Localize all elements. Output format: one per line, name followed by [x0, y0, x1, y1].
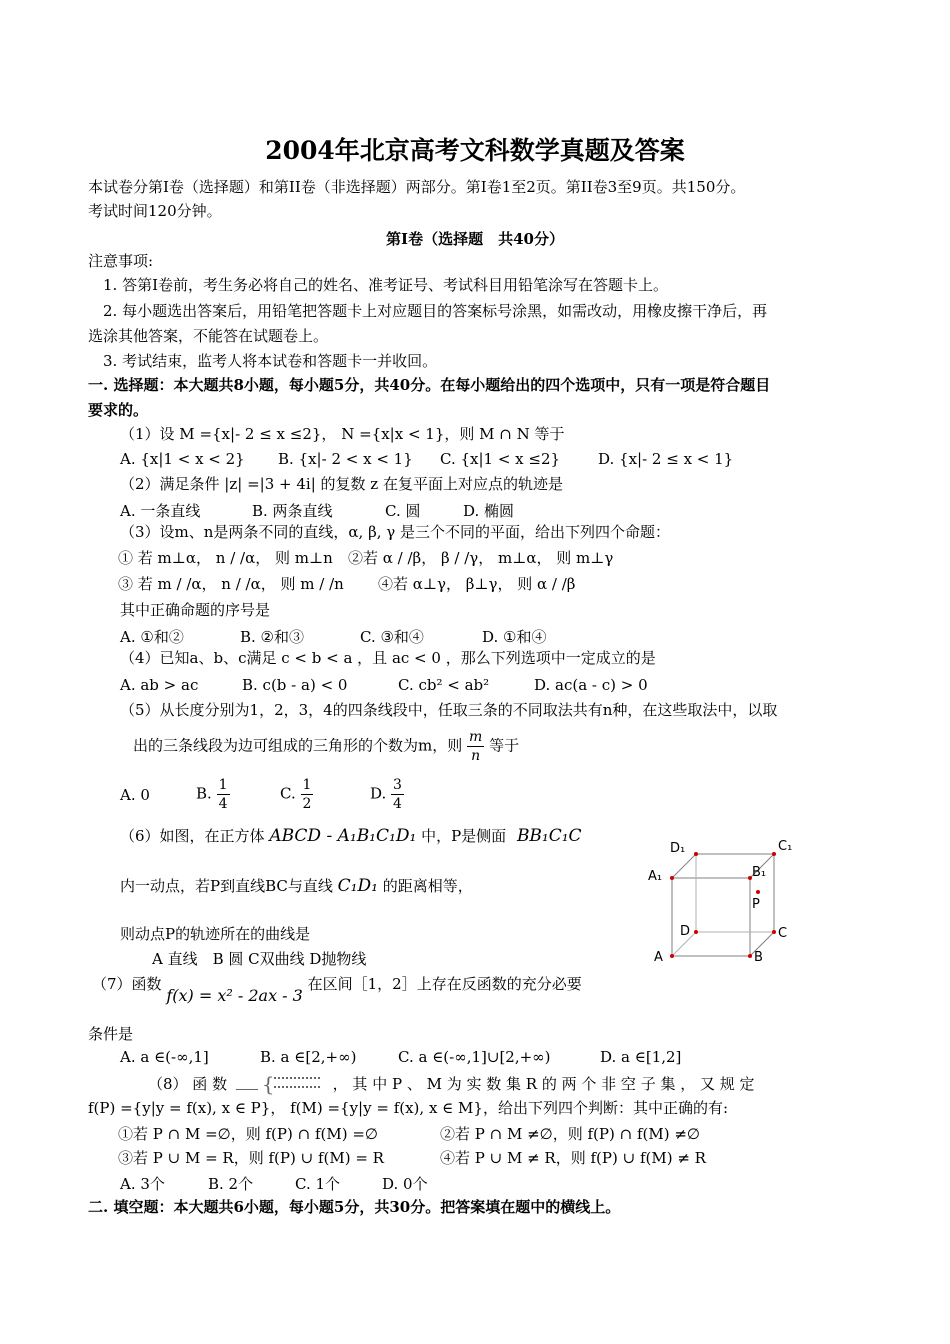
q3-stem: （3）设m、n是两条不同的直线，α, β, γ 是三个不同的平面，给出下列四个命题： — [120, 523, 671, 541]
q5-option-d — [370, 776, 404, 813]
q2-option-a: A. 一条直线 — [120, 502, 201, 520]
q5-stem-line-2 — [133, 728, 519, 765]
q6-stem-line-1 — [120, 826, 582, 846]
q3-option-c: C. ③和④ — [360, 628, 424, 646]
q8-judgement-1: ①若 P ∩ M =∅，则 f(P) ∩ f(M) =∅ — [118, 1125, 378, 1143]
label-b1: B₁ — [752, 865, 767, 880]
q5-fraction-m-over-n — [467, 728, 484, 765]
q7-stem-line-2: 条件是 — [88, 1025, 134, 1043]
q3-option-d: D. ①和④ — [482, 628, 547, 646]
q4-stem: （4）已知a、b、c满足 c < b < a ，且 ac < 0 ，那么下列选项中一定成立的是 — [120, 649, 656, 667]
notes-label: 注意事项: — [88, 252, 154, 270]
q7-stem-line-1 — [92, 974, 582, 1005]
dot-d1 — [694, 852, 698, 856]
q3-proposition-4: ④若 α⊥γ， β⊥γ， 则 α / /β — [378, 575, 576, 593]
note-2a: 2. 每小题选出答案后，用铅笔把答题卡上对应题目的答案标号涂黑，如需改动，用橡皮擦干净后，再 — [103, 302, 768, 320]
q8-option-b: B. 2个 — [208, 1175, 254, 1193]
q2-stem: （2）满足条件 |z| =|3 + 4i| 的复数 z 在复平面上对应点的轨迹是 — [120, 475, 563, 493]
q6-cube-name: ABCD - A₁B₁C₁D₁ — [269, 826, 417, 846]
q3-proposition-2: ②若 α / /β， β / /γ， m⊥α， 则 m⊥γ — [348, 549, 614, 567]
q7-option-a: A. a ∈(-∞,1] — [120, 1048, 209, 1066]
q2-option-d: D. 椭圆 — [463, 502, 515, 520]
label-a1: A₁ — [648, 869, 663, 884]
q5-option-b-numerator: 1 — [218, 777, 228, 793]
page-title: 2004年北京高考文科数学真题及答案 — [265, 136, 685, 165]
q1-stem: （1）设 M ={x|- 2 ≤ x ≤2}， N ={x|x < 1}，则 M ∩ N 等于 — [120, 425, 565, 443]
q5-fraction-numerator: m — [469, 729, 483, 745]
q8-stem-line-2: f(P) ={y|y = f(x), x ∈ P}， f(M) ={y|y = f(x), x ∈ M}，给出下列四个判断：其中正确的有: — [88, 1099, 728, 1117]
dot-b — [748, 954, 752, 958]
q5-option-c-fraction — [301, 776, 314, 813]
q6-stem-line-2 — [120, 876, 473, 896]
q5-option-c-label: C. — [280, 784, 296, 803]
q8-stem-line-1 — [148, 1074, 755, 1094]
note-3: 3. 考试结束，监考人将本试卷和答题卡一并收回。 — [103, 352, 438, 370]
note-2b: 选涂其他答案，不能答在试题卷上。 — [88, 327, 329, 345]
q1-option-b: B. {x|- 2 < x < 1} — [278, 450, 413, 468]
intro-line-1: 本试卷分第Ⅰ卷（选择题）和第II卷（非选择题）两部分。第Ⅰ卷1至2页。第II卷3至9页。共150分。 — [88, 178, 746, 196]
label-d1: D₁ — [670, 841, 686, 856]
q5-option-b-label: B. — [196, 784, 212, 803]
q8-stem-1b: ， 其 中 P 、 M 为 实 数 集 R 的 两 个 非 空 子 集 ， 又 规 定 — [332, 1075, 755, 1093]
q5-stem-line-1: （5）从长度分别为1，2，3，4的四条线段中，任取三条的不同取法共有n种，在这些取法中，以取 — [120, 701, 778, 719]
dot-c1 — [772, 852, 776, 856]
section1-line-1: 一. 选择题：本大题共8小题，每小题5分，共40分。在每小题给出的四个选项中，只有一项是符合题目 — [88, 376, 771, 394]
q8-stem-1a: （8） 函 数 — [148, 1075, 228, 1093]
section1-line-2: 要求的。 — [88, 401, 149, 419]
q1-option-d: D. {x|- 2 ≤ x < 1} — [598, 450, 734, 468]
q5-stem-tail: 等于 — [489, 736, 520, 755]
part1-heading: 第Ⅰ卷（选择题 共40分） — [386, 230, 564, 248]
section2-heading: 二. 填空题：本大题共6小题，每小题5分，共30分。把答案填在题中的横线上。 — [88, 1198, 621, 1216]
label-p: P — [752, 897, 760, 912]
q7-function: f(x) = x² - 2ax - 3 — [166, 986, 303, 1005]
q6-stem-2b: 的距离相等， — [382, 877, 473, 895]
q7-stem-b: 在区间［1，2］上存在反函数的充分必要 — [307, 975, 582, 993]
q5-stem-text: 出的三条线段为边可组成的三角形的个数为m，则 — [133, 736, 463, 755]
cube-figure — [640, 836, 810, 970]
q7-option-d: D. a ∈[1,2] — [600, 1048, 682, 1066]
dot-d — [694, 930, 698, 934]
dot-a — [670, 954, 674, 958]
q3-option-b: B. ②和③ — [240, 628, 305, 646]
q7-option-b: B. a ∈[2,+∞) — [260, 1048, 357, 1066]
q7-option-c: C. a ∈(-∞,1]∪[2,+∞) — [398, 1048, 551, 1066]
q8-judgement-3: ③若 P ∪ M = R，则 f(P) ∪ f(M) = R — [118, 1149, 384, 1167]
q8-option-a: A. 3个 — [120, 1175, 165, 1193]
dot-a1 — [670, 876, 674, 880]
q4-option-d: D. ac(a - c) > 0 — [534, 676, 648, 694]
q1-option-a: A. {x|1 < x < 2} — [120, 450, 245, 468]
q6-line-name: C₁D₁ — [337, 876, 378, 896]
q6-stem-line-3: 则动点P的轨迹所在的曲线是 — [120, 925, 311, 943]
q5-option-a: A. 0 — [120, 786, 150, 804]
q5-option-c — [280, 776, 313, 813]
q8-option-d: D. 0个 — [382, 1175, 428, 1193]
q4-option-b: B. c(b - a) < 0 — [242, 676, 348, 694]
q5-option-d-numerator: 3 — [393, 777, 402, 793]
q2-option-c: C. 圆 — [385, 502, 421, 520]
label-a: A — [654, 950, 663, 965]
q6-stem-1b: 中，P是侧面 — [421, 827, 507, 845]
dot-p — [756, 890, 760, 894]
q5-option-b-fraction — [217, 776, 230, 813]
note-1: 1. 答第Ⅰ卷前，考生务必将自己的姓名、准考证号、考试科目用铅笔涂写在答题卡上。 — [103, 276, 669, 294]
q6-stem-1a: （6）如图，在正方体 — [120, 827, 265, 845]
q1-option-c: C. {x|1 < x ≤2} — [440, 450, 561, 468]
q6-face-name: BB₁C₁C — [516, 826, 582, 846]
q3-ask: 其中正确命题的序号是 — [120, 601, 271, 619]
q2-option-b: B. 两条直线 — [252, 502, 333, 520]
q5-fraction-denominator: n — [471, 748, 481, 764]
q5-option-d-label: D. — [370, 784, 387, 803]
q4-option-a: A. ab > ac — [120, 676, 199, 694]
q5-option-c-numerator: 1 — [302, 777, 312, 793]
q5-option-d-fraction — [391, 776, 404, 813]
q4-option-c: C. cb² < ab² — [398, 676, 490, 694]
dot-c — [772, 930, 776, 934]
edge-a1-d1 — [672, 854, 696, 878]
q5-option-b-denominator: 4 — [218, 796, 228, 812]
label-d: D — [680, 924, 691, 939]
q3-proposition-1: ① 若 m⊥α， n / /α， 则 m⊥n — [118, 549, 333, 567]
q8-judgement-4: ④若 P ∪ M ≠ R，则 f(P) ∪ f(M) ≠ R — [440, 1149, 706, 1167]
q5-option-b — [196, 776, 230, 813]
q5-option-c-denominator: 2 — [302, 796, 312, 812]
q3-proposition-3: ③ 若 m / /α， n / /α， 则 m / /n — [118, 575, 344, 593]
label-c: C — [778, 926, 788, 941]
q8-piecewise-function-image: { — [232, 1076, 328, 1094]
q7-stem-a: （7）函数 — [92, 975, 162, 993]
label-c1: C₁ — [778, 839, 793, 854]
q8-option-c: C. 1个 — [295, 1175, 341, 1193]
q3-option-a: A. ①和② — [120, 628, 184, 646]
q6-options: A 直线 B 圆 C双曲线 D抛物线 — [152, 950, 367, 968]
q5-option-d-denominator: 4 — [393, 796, 402, 812]
q8-judgement-2: ②若 P ∩ M ≠∅，则 f(P) ∩ f(M) ≠∅ — [440, 1125, 700, 1143]
label-b: B — [754, 950, 763, 965]
q6-stem-2a: 内一动点，若P到直线BC与直线 — [120, 877, 333, 895]
intro-line-2: 考试时间120分钟。 — [88, 202, 222, 220]
